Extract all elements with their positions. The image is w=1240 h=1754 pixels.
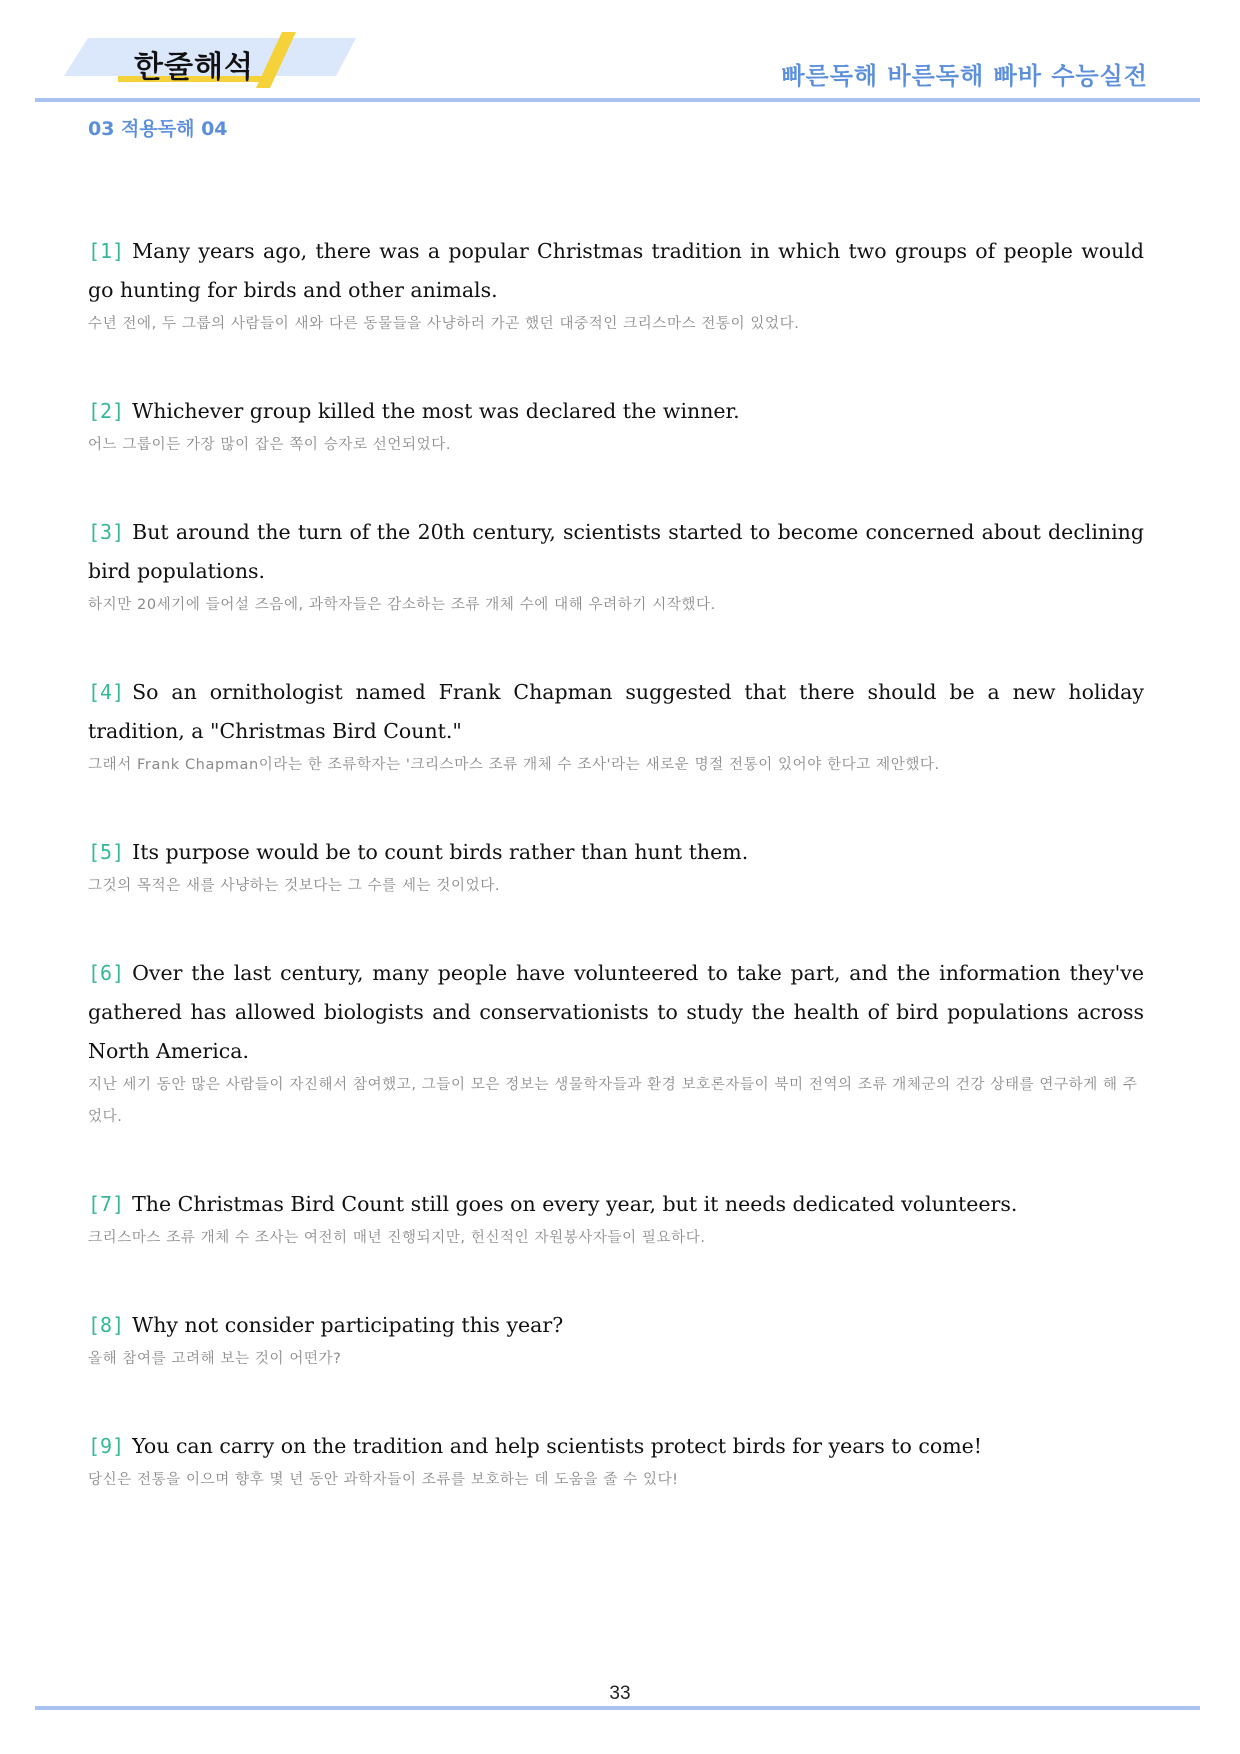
sentence-number: [7] — [88, 1192, 125, 1216]
korean-translation: 하지만 20세기에 들어설 즈음에, 과학자들은 감소하는 조류 개체 수에 대해 우려하기 시작했다. — [88, 597, 716, 613]
english-sentence — [88, 392, 1144, 431]
sentence-item-3 — [88, 513, 1144, 621]
english-sentence — [88, 1185, 1144, 1224]
korean-translation: 올해 참여를 고려해 보는 것이 어떤가? — [88, 1351, 342, 1367]
korean-translation: 그래서 Frank Chapman이라는 한 조류학자는 '크리스마스 조류 개체 수 조사'라는 새로운 명절 전통이 있어야 한다고 제안했다. — [88, 757, 940, 773]
english-sentence — [88, 513, 1144, 591]
sentence-number: [1] — [88, 239, 125, 263]
sentence-number: [2] — [88, 399, 125, 423]
english-text: The Christmas Bird Count still goes on every year, but it needs dedicated volunteers. — [132, 1192, 1018, 1216]
section-label: 03 적용독해 04 — [88, 118, 228, 140]
korean-translation: 그것의 목적은 새를 사냥하는 것보다는 그 수를 세는 것이었다. — [88, 878, 501, 894]
sentence-item-7 — [88, 1185, 1144, 1254]
english-text: So an ornithologist named Frank Chapman suggested that there should be a new holiday tradition, a "Christmas Bird Count." — [88, 680, 1144, 743]
sentence-item-1 — [88, 232, 1144, 340]
sentence-item-2 — [88, 392, 1144, 461]
english-text: Whichever group killed the most was declared the winner. — [132, 399, 740, 423]
series-title: 빠른독해 바른독해 빠바 수능실전 — [781, 62, 1148, 90]
english-sentence — [88, 833, 1144, 872]
page-header — [0, 0, 1240, 110]
sentence-number: [4] — [88, 680, 125, 704]
korean-translation: 어느 그룹이든 가장 많이 잡은 쪽이 승자로 선언되었다. — [88, 437, 452, 453]
sentence-item-5 — [88, 833, 1144, 902]
english-sentence — [88, 1427, 1144, 1466]
english-text: Its purpose would be to count birds rather than hunt them. — [132, 840, 749, 864]
sentence-item-6 — [88, 954, 1144, 1133]
english-text: You can carry on the tradition and help scientists protect birds for years to come! — [132, 1434, 983, 1458]
english-text: Over the last century, many people have volunteered to take part, and the information they've gathered has allowed biologists and conservationists to study the health of bird populations across North America. — [88, 961, 1144, 1063]
sentence-item-9 — [88, 1427, 1144, 1496]
english-sentence — [88, 232, 1144, 310]
korean-translation: 지난 세기 동안 많은 사람들이 자진해서 참여했고, 그들이 모은 정보는 생물학자들과 환경 보호론자들이 북미 전역의 조류 개체군의 건강 상태를 연구하게 해 주었다. — [88, 1077, 1138, 1125]
english-text: Many years ago, there was a popular Christmas tradition in which two groups of people would go hunting for birds and other animals. — [88, 239, 1144, 302]
page-number: 33 — [609, 1683, 631, 1704]
footer-divider — [35, 1706, 1200, 1710]
sentence-item-4 — [88, 673, 1144, 781]
logo-text: 한줄해석 — [134, 50, 254, 85]
english-text: But around the turn of the 20th century, scientists started to become concerned about declining bird populations. — [88, 520, 1144, 583]
english-sentence — [88, 1306, 1144, 1345]
english-sentence — [88, 673, 1144, 751]
sentence-number: [6] — [88, 961, 125, 985]
english-sentence — [88, 954, 1144, 1071]
korean-translation: 크리스마스 조류 개체 수 조사는 여전히 매년 진행되지만, 헌신적인 자원봉사자들이 필요하다. — [88, 1230, 706, 1246]
sentence-list — [88, 232, 1144, 1548]
sentence-item-8 — [88, 1306, 1144, 1375]
korean-translation: 당신은 전통을 이으며 향후 몇 년 동안 과학자들이 조류를 보호하는 데 도움을 줄 수 있다! — [88, 1472, 679, 1488]
sentence-number: [3] — [88, 520, 125, 544]
sentence-number: [9] — [88, 1434, 125, 1458]
english-text: Why not consider participating this year? — [132, 1313, 564, 1337]
korean-translation: 수년 전에, 두 그룹의 사람들이 새와 다른 동물들을 사냥하러 가곤 했던 대중적인 크리스마스 전통이 있었다. — [88, 316, 800, 332]
header-divider — [35, 98, 1200, 102]
sentence-number: [5] — [88, 840, 125, 864]
sentence-number: [8] — [88, 1313, 125, 1337]
